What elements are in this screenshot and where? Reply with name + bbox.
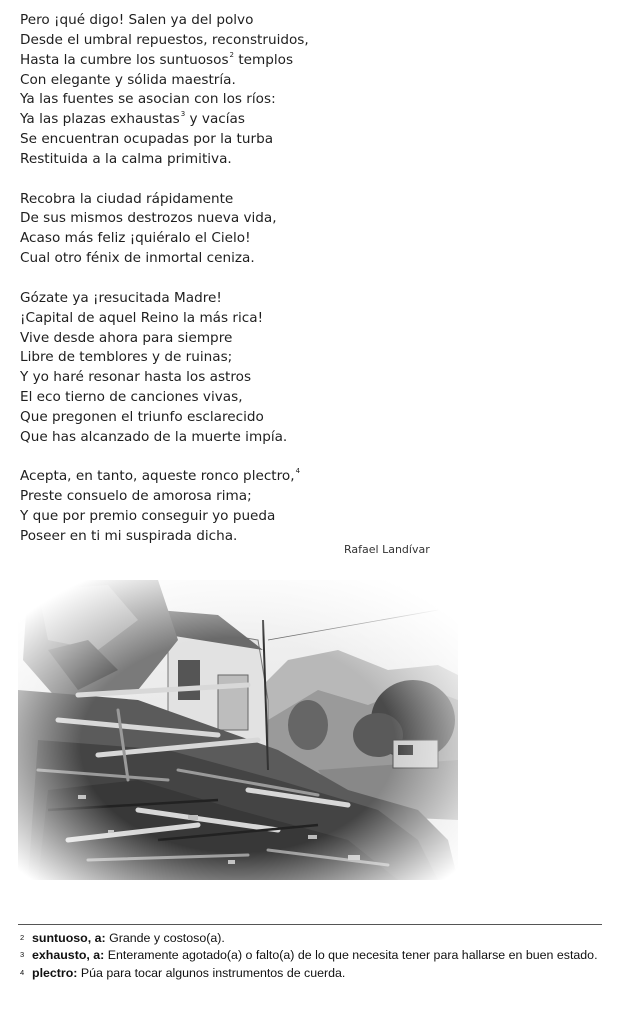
poem-line-text: Poseer en ti mi suspirada dicha. bbox=[20, 527, 238, 544]
poem-line-text: El eco tierno de canciones vivas, bbox=[20, 389, 243, 406]
footnote-number: 2 bbox=[20, 933, 25, 942]
poem-line-text: Restituida a la calma primitiva. bbox=[20, 150, 232, 167]
poem-line bbox=[20, 368, 460, 388]
poem-line-text: Que pregonen el triunfo esclarecido bbox=[20, 408, 264, 425]
poem-line bbox=[20, 110, 460, 130]
poem-line bbox=[20, 467, 460, 487]
footnote-number: 4 bbox=[20, 967, 25, 977]
poem-line-text: Hasta la cumbre los suntuosos bbox=[20, 51, 229, 68]
poem-line bbox=[20, 309, 460, 329]
poem-line-text: Acaso más feliz ¡quiéralo el Cielo! bbox=[20, 230, 251, 247]
footnote-definition: Púa para tocar algunos instrumentos de cuerda. bbox=[77, 965, 346, 980]
poem-line-text: Desde el umbral repuestos, reconstruidos, bbox=[20, 31, 309, 48]
footnote-number: 3 bbox=[20, 950, 25, 960]
footnote-definition: Enteramente agotado(a) o falto(a) de lo que necesita tener para hallarse en buen estado. bbox=[104, 948, 598, 963]
poem-line bbox=[20, 329, 460, 349]
poem-line-text: Pero ¡qué digo! Salen ya del polvo bbox=[20, 12, 254, 28]
footnote-ref: 3 bbox=[180, 110, 186, 119]
poem-line-text: Y yo haré resonar hasta los astros bbox=[20, 369, 252, 386]
poem-line-text: ¡Capital de aquel Reino la más rica! bbox=[20, 309, 264, 326]
poem-line-text: Ya las plazas exhaustas bbox=[20, 111, 180, 128]
poem-line-text-after: templos bbox=[234, 51, 294, 68]
poem-line-text: Acepta, en tanto, aqueste ronco plectro, bbox=[20, 468, 295, 485]
footnotes bbox=[20, 931, 610, 983]
poem-line-text: Vive desde ahora para siempre bbox=[20, 329, 233, 346]
poem-line-text: Se encuentran ocupadas por la turba bbox=[20, 131, 274, 148]
poem-line-text: Preste consuelo de amorosa rima; bbox=[20, 488, 252, 505]
stanza bbox=[20, 467, 460, 546]
footnote-definition: Grande y costoso(a). bbox=[105, 931, 225, 945]
poem-line bbox=[20, 90, 460, 110]
poem-author: Rafael Landívar bbox=[344, 543, 430, 556]
poem bbox=[20, 11, 460, 547]
poem-line-text: Cual otro fénix de inmortal ceniza. bbox=[20, 250, 255, 267]
footnote bbox=[20, 966, 610, 981]
footnote-term: exhausto, a: bbox=[32, 948, 105, 963]
poem-line bbox=[20, 249, 460, 269]
poem-line-text: De sus mismos destrozos nueva vida, bbox=[20, 210, 277, 227]
footnote bbox=[20, 948, 610, 963]
poem-line bbox=[20, 507, 460, 527]
poem-line bbox=[20, 209, 460, 229]
poem-line-text: Ya las fuentes se asocian con los ríos: bbox=[20, 91, 276, 108]
earthquake-ruins-photo bbox=[18, 580, 458, 880]
poem-line-text: Con elegante y sólida maestría. bbox=[20, 71, 236, 88]
poem-line bbox=[20, 11, 460, 31]
poem-line-text: Libre de temblores y de ruinas; bbox=[20, 349, 233, 366]
poem-line bbox=[20, 190, 460, 210]
footnote-ref: 2 bbox=[229, 50, 235, 59]
stanza bbox=[20, 190, 460, 269]
poem-line-text-after: y vacías bbox=[185, 111, 245, 128]
poem-line bbox=[20, 71, 460, 91]
footnote-term: suntuoso, a: bbox=[32, 931, 106, 945]
poem-line bbox=[20, 51, 460, 71]
poem-line-text: Recobra la ciudad rápidamente bbox=[20, 190, 234, 207]
poem-line bbox=[20, 408, 460, 428]
poem-line bbox=[20, 348, 460, 368]
poem-line bbox=[20, 487, 460, 507]
stanza bbox=[20, 289, 460, 448]
footnote-term: plectro: bbox=[32, 965, 78, 980]
poem-line-text: Gózate ya ¡resucitada Madre! bbox=[20, 289, 222, 306]
footnote bbox=[20, 931, 610, 946]
footnote-ref: 4 bbox=[295, 467, 301, 476]
poem-line bbox=[20, 428, 460, 448]
poem-line bbox=[20, 388, 460, 408]
footnote-separator bbox=[18, 924, 602, 925]
poem-line bbox=[20, 229, 460, 249]
poem-line bbox=[20, 31, 460, 51]
poem-line-text: Que has alcanzado de la muerte impía. bbox=[20, 428, 288, 445]
poem-line bbox=[20, 130, 460, 150]
poem-line bbox=[20, 289, 460, 309]
poem-line bbox=[20, 150, 460, 170]
stanza bbox=[20, 11, 460, 170]
poem-line-text: Y que por premio conseguir yo pueda bbox=[20, 508, 276, 525]
